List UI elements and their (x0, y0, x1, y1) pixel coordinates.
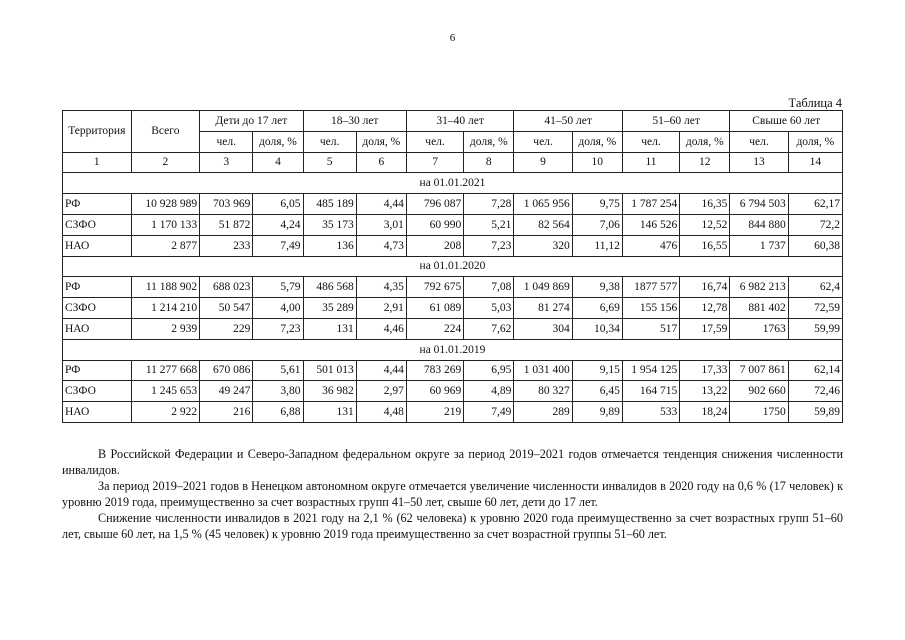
value-cell: 501 013 (303, 360, 356, 381)
table-row (63, 214, 843, 235)
value-cell: 7,08 (464, 277, 514, 298)
table-caption: Таблица 4 (788, 96, 842, 110)
value-cell: 7,49 (464, 402, 514, 423)
value-cell: 4,46 (356, 318, 406, 339)
header-group: 31–40 лет (406, 111, 513, 132)
col-number: 5 (303, 152, 356, 173)
value-cell: 4,35 (356, 277, 406, 298)
header-group: Свыше 60 лет (730, 111, 843, 132)
table-body (63, 173, 843, 423)
table-row (63, 381, 843, 402)
section-row (63, 256, 843, 277)
value-cell: 289 (514, 402, 572, 423)
header-people: чел. (406, 131, 463, 152)
value-cell: 9,38 (572, 277, 622, 298)
value-cell: 10 928 989 (131, 194, 200, 215)
value-cell: 62,4 (788, 277, 842, 298)
value-cell: 36 982 (303, 381, 356, 402)
col-number: 3 (200, 152, 253, 173)
value-cell: 2,91 (356, 298, 406, 319)
paragraph-text: В Российской Федерации и Северо-Западном федеральном округе за период 2019–2021 годов отмечается тенденция снижения численности инвалидов. (62, 447, 843, 477)
header-group: 51–60 лет (622, 111, 729, 132)
header-group: 41–50 лет (514, 111, 623, 132)
value-cell: 881 402 (730, 298, 788, 319)
value-cell: 304 (514, 318, 572, 339)
header-people: чел. (200, 131, 253, 152)
value-cell: 35 289 (303, 298, 356, 319)
value-cell: 18,24 (680, 402, 730, 423)
value-cell: 1750 (730, 402, 788, 423)
value-cell: 3,01 (356, 214, 406, 235)
value-cell: 4,44 (356, 360, 406, 381)
value-cell: 1 049 869 (514, 277, 572, 298)
value-cell: 2 939 (131, 318, 200, 339)
value-cell: 7,28 (464, 194, 514, 215)
section-row (63, 339, 843, 360)
value-cell: 17,59 (680, 318, 730, 339)
value-cell: 2 877 (131, 235, 200, 256)
value-cell: 6,88 (253, 402, 303, 423)
value-cell: 60 969 (406, 381, 463, 402)
col-number: 4 (253, 152, 303, 173)
value-cell: 59,99 (788, 318, 842, 339)
value-cell: 7,23 (253, 318, 303, 339)
value-cell: 1 245 653 (131, 381, 200, 402)
col-number: 12 (680, 152, 730, 173)
value-cell: 3,80 (253, 381, 303, 402)
table-row (63, 235, 843, 256)
value-cell: 60 990 (406, 214, 463, 235)
value-cell: 7 007 861 (730, 360, 788, 381)
value-cell: 6,95 (464, 360, 514, 381)
value-cell: 164 715 (622, 381, 679, 402)
value-cell: 533 (622, 402, 679, 423)
value-cell: 51 872 (200, 214, 253, 235)
value-cell: 6,45 (572, 381, 622, 402)
header-share: доля, % (464, 131, 514, 152)
value-cell: 13,22 (680, 381, 730, 402)
paragraph (62, 478, 843, 510)
page-number: 6 (449, 32, 456, 44)
table-row (63, 402, 843, 423)
value-cell: 16,55 (680, 235, 730, 256)
value-cell: 6 982 213 (730, 277, 788, 298)
value-cell: 61 089 (406, 298, 463, 319)
value-cell: 1 737 (730, 235, 788, 256)
header-row-col-numbers (63, 152, 843, 173)
value-cell: 9,75 (572, 194, 622, 215)
value-cell: 146 526 (622, 214, 679, 235)
header-group: Дети до 17 лет (200, 111, 303, 132)
header-share: доля, % (253, 131, 303, 152)
value-cell: 6,05 (253, 194, 303, 215)
value-cell: 49 247 (200, 381, 253, 402)
value-cell: 2 922 (131, 402, 200, 423)
value-cell: 703 969 (200, 194, 253, 215)
value-cell: 131 (303, 318, 356, 339)
value-cell: 72,59 (788, 298, 842, 319)
value-cell: 476 (622, 235, 679, 256)
paragraph-text: Снижение численности инвалидов в 2021 году на 2,1 % (62 человека) к уровню 2020 года преимущественно за счет возрастных групп 51–60 лет, свыше 60 лет, на 1,5 % (45 человек) к уровню 2019 года преимущественно за счет возрастной группы 51–60 лет. (62, 511, 843, 541)
value-cell: 5,03 (464, 298, 514, 319)
value-cell: 5,61 (253, 360, 303, 381)
territory-cell: РФ (63, 360, 132, 381)
paragraph-text: За период 2019–2021 годов в Ненецком автономном округе отмечается увеличение численности инвалидов в 2020 году на 0,6 % (17 человек) к уровню 2019 года, преимущественно за счет возрастных групп 41–50 лет, свыше 60 лет, дети до 17 лет. (62, 479, 843, 509)
value-cell: 11,12 (572, 235, 622, 256)
value-cell: 136 (303, 235, 356, 256)
section-title: на 01.01.2021 (63, 173, 843, 194)
disability-statistics-table (62, 110, 843, 423)
value-cell: 792 675 (406, 277, 463, 298)
header-row-groups (63, 111, 843, 132)
value-cell: 16,74 (680, 277, 730, 298)
value-cell: 1 170 133 (131, 214, 200, 235)
value-cell: 4,00 (253, 298, 303, 319)
col-number: 11 (622, 152, 679, 173)
section-row (63, 173, 843, 194)
value-cell: 7,49 (253, 235, 303, 256)
value-cell: 35 173 (303, 214, 356, 235)
value-cell: 7,23 (464, 235, 514, 256)
value-cell: 1 031 400 (514, 360, 572, 381)
value-cell: 131 (303, 402, 356, 423)
section-title: на 01.01.2019 (63, 339, 843, 360)
territory-cell: СЗФО (63, 381, 132, 402)
value-cell: 2,97 (356, 381, 406, 402)
table-row (63, 277, 843, 298)
territory-cell: СЗФО (63, 214, 132, 235)
value-cell: 219 (406, 402, 463, 423)
col-number: 8 (464, 152, 514, 173)
value-cell: 12,52 (680, 214, 730, 235)
header-people: чел. (730, 131, 788, 152)
value-cell: 783 269 (406, 360, 463, 381)
value-cell: 224 (406, 318, 463, 339)
value-cell: 72,2 (788, 214, 842, 235)
value-cell: 4,48 (356, 402, 406, 423)
value-cell: 844 880 (730, 214, 788, 235)
value-cell: 320 (514, 235, 572, 256)
col-number: 9 (514, 152, 572, 173)
col-number: 6 (356, 152, 406, 173)
value-cell: 229 (200, 318, 253, 339)
value-cell: 16,35 (680, 194, 730, 215)
table-row (63, 360, 843, 381)
value-cell: 11 277 668 (131, 360, 200, 381)
header-people: чел. (514, 131, 572, 152)
territory-cell: НАО (63, 402, 132, 423)
value-cell: 517 (622, 318, 679, 339)
value-cell: 62,14 (788, 360, 842, 381)
col-number: 1 (63, 152, 132, 173)
col-number: 13 (730, 152, 788, 173)
value-cell: 82 564 (514, 214, 572, 235)
header-share: доля, % (356, 131, 406, 152)
value-cell: 59,89 (788, 402, 842, 423)
value-cell: 7,62 (464, 318, 514, 339)
value-cell: 81 274 (514, 298, 572, 319)
col-number: 14 (788, 152, 842, 173)
paragraph (62, 446, 843, 478)
value-cell: 208 (406, 235, 463, 256)
territory-cell: НАО (63, 235, 132, 256)
table-row (63, 318, 843, 339)
value-cell: 1877 577 (622, 277, 679, 298)
header-group: 18–30 лет (303, 111, 406, 132)
territory-cell: РФ (63, 194, 132, 215)
col-number: 2 (131, 152, 200, 173)
value-cell: 10,34 (572, 318, 622, 339)
value-cell: 9,15 (572, 360, 622, 381)
value-cell: 72,46 (788, 381, 842, 402)
value-cell: 60,38 (788, 235, 842, 256)
value-cell: 485 189 (303, 194, 356, 215)
value-cell: 50 547 (200, 298, 253, 319)
header-share: доля, % (788, 131, 842, 152)
value-cell: 1 214 210 (131, 298, 200, 319)
header-people: чел. (622, 131, 679, 152)
value-cell: 155 156 (622, 298, 679, 319)
value-cell: 12,78 (680, 298, 730, 319)
value-cell: 1 065 956 (514, 194, 572, 215)
value-cell: 796 087 (406, 194, 463, 215)
section-title: на 01.01.2020 (63, 256, 843, 277)
value-cell: 17,33 (680, 360, 730, 381)
value-cell: 6 794 503 (730, 194, 788, 215)
territory-cell: НАО (63, 318, 132, 339)
header-people: чел. (303, 131, 356, 152)
value-cell: 4,44 (356, 194, 406, 215)
value-cell: 902 660 (730, 381, 788, 402)
value-cell: 688 023 (200, 277, 253, 298)
territory-cell: СЗФО (63, 298, 132, 319)
col-number: 10 (572, 152, 622, 173)
value-cell: 11 188 902 (131, 277, 200, 298)
value-cell: 216 (200, 402, 253, 423)
header-share: доля, % (572, 131, 622, 152)
value-cell: 62,17 (788, 194, 842, 215)
value-cell: 5,79 (253, 277, 303, 298)
value-cell: 5,21 (464, 214, 514, 235)
value-cell: 4,73 (356, 235, 406, 256)
value-cell: 80 327 (514, 381, 572, 402)
value-cell: 1 787 254 (622, 194, 679, 215)
value-cell: 486 568 (303, 277, 356, 298)
paragraph (62, 510, 843, 542)
header-territory: Территория (63, 111, 132, 153)
value-cell: 670 086 (200, 360, 253, 381)
value-cell: 6,69 (572, 298, 622, 319)
col-number: 7 (406, 152, 463, 173)
value-cell: 1 954 125 (622, 360, 679, 381)
header-share: доля, % (680, 131, 730, 152)
value-cell: 9,89 (572, 402, 622, 423)
value-cell: 1763 (730, 318, 788, 339)
value-cell: 4,89 (464, 381, 514, 402)
value-cell: 233 (200, 235, 253, 256)
value-cell: 4,24 (253, 214, 303, 235)
territory-cell: РФ (63, 277, 132, 298)
table-row (63, 194, 843, 215)
value-cell: 7,06 (572, 214, 622, 235)
table-row (63, 298, 843, 319)
header-total: Всего (131, 111, 200, 153)
